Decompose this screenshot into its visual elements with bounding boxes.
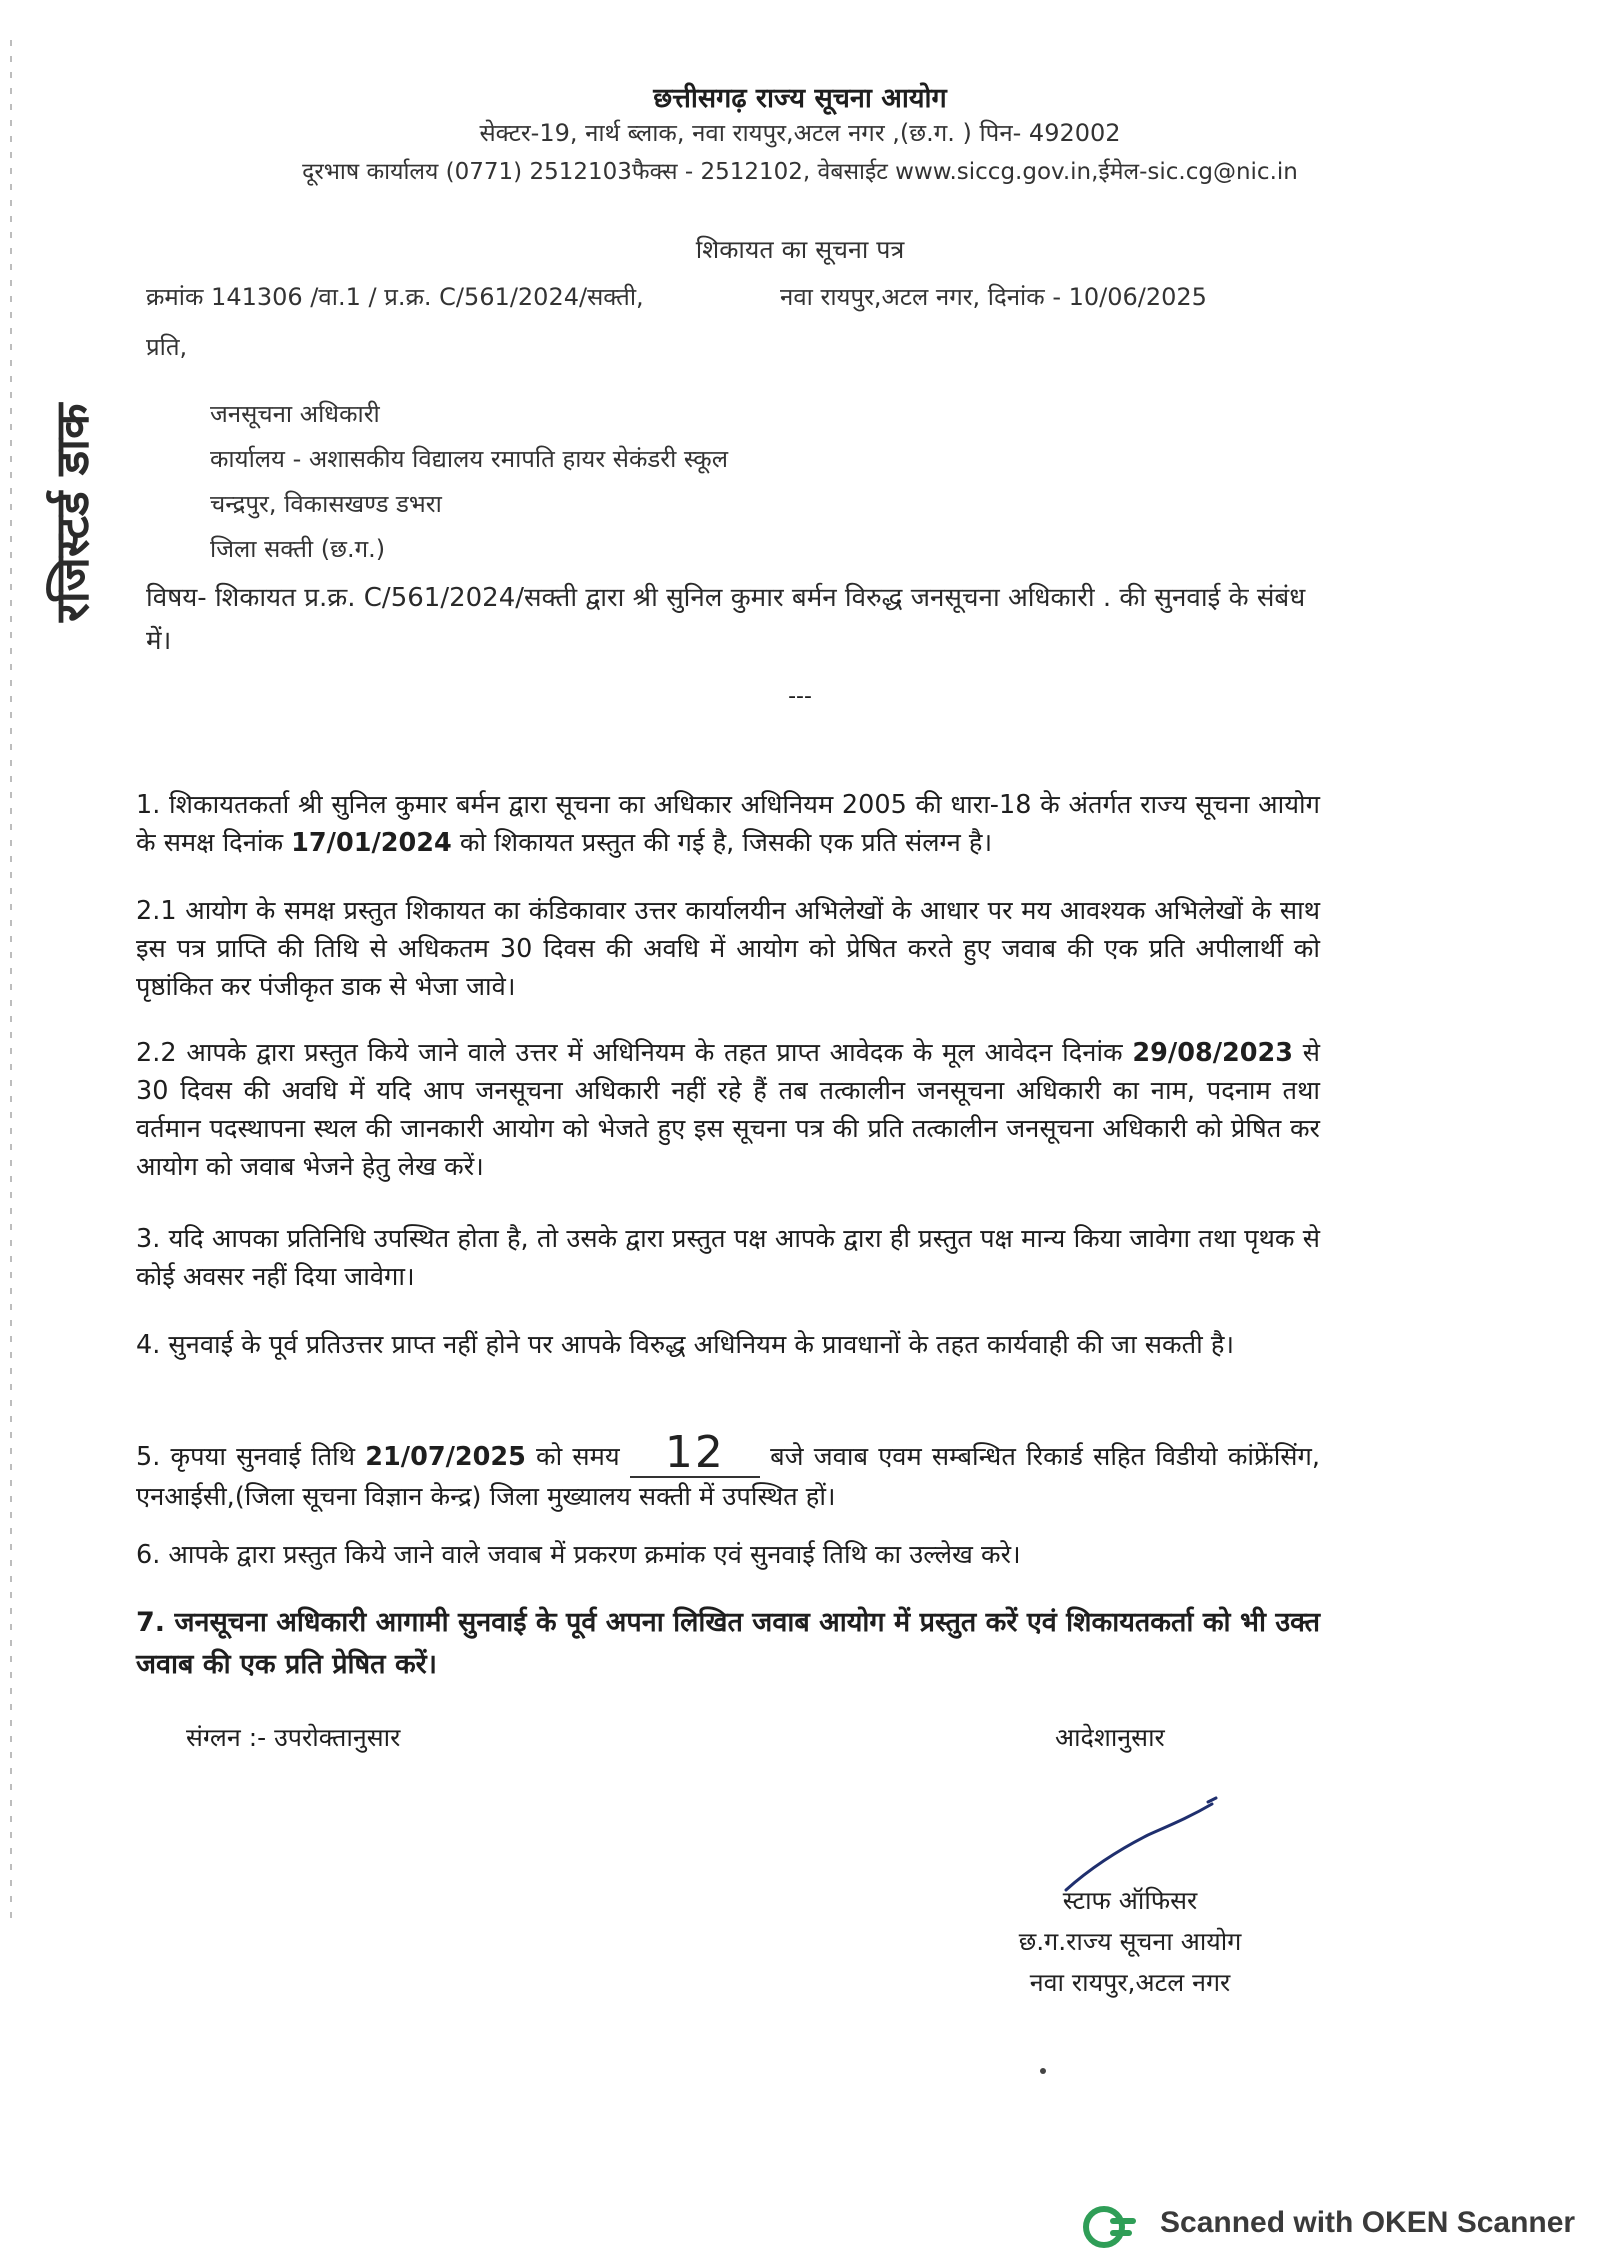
paragraph-6: 6. आपके द्वारा प्रस्तुत किये जाने वाले जवाब में प्रकरण क्रमांक एवं सुनवाई तिथि का उल्लेख करे। (136, 1540, 1021, 1570)
paragraph-text: बजे जवाब एवम सम्बन्धित रिकार्ड सहित विडीयो कांफ्रेंसिंग, एनआईसी,(जिला सूचना विज्ञान केन्द्र) जिला मुख्यालय सक्ती में उपस्थित हों। (136, 1442, 1320, 1512)
hearing-date: 21/07/2025 (365, 1442, 526, 1472)
reference-number: क्रमांक 141306 /वा.1 / प्र.क्र. C/561/2024/सक्ती, (146, 283, 644, 311)
paragraph-text: को शिकायत प्रस्तुत की गई है, जिसकी एक प्रति संलग्न है। (451, 828, 993, 858)
paragraph-1 (136, 786, 1320, 862)
place-date: नवा रायपुर,अटल नगर, दिनांक - 10/06/2025 (780, 283, 1207, 311)
document-title: शिकायत का सूचना पत्र (695, 235, 905, 264)
addressee-line: कार्यालय - अशासकीय विद्यालय रमापति हायर सेकंडरी स्कूल (210, 445, 728, 473)
paragraph-text: को समय (525, 1442, 630, 1472)
paragraph-5 (136, 1427, 1320, 1516)
addressee-line: जिला सक्ती (छ.ग.) (210, 535, 386, 563)
paragraph-4: 4. सुनवाई के पूर्व प्रतिउत्तर प्राप्त नहीं होने पर आपके विरुद्ध अधिनियम के प्रावधानों के तहत कार्यवाही की जा सकती है। (136, 1330, 1235, 1360)
addressee-line: जनसूचना अधिकारी (210, 400, 380, 428)
paragraph-text: 5. कृपया सुनवाई तिथि (136, 1442, 366, 1472)
registered-post-stamp (30, 360, 120, 630)
letterhead-address: सेक्टर-19, नार्थ ब्लाक, नवा रायपुर,अटल नगर ,(छ.ग. ) पिन- 492002 (479, 119, 1121, 147)
salutation: प्रति, (146, 333, 188, 361)
separator: --- (788, 684, 812, 709)
application-date: 29/08/2023 (1132, 1038, 1293, 1068)
paragraph-text: से 30 दिवस की अवधि में यदि आप जनसूचना अधिकारी नहीं रहे हैं तब तत्कालीन जनसूचना अधिकारी का नाम, पदनाम तथा वर्तमान पदस्थापना स्थल की जानकारी आयोग को भेजते हुए इस सूचना पत्र की प्रति तत्कालीन जनसूचना अधिकारी को प्रेषित कर आयोग को जवाब भेजने हेतु लेख करें। (136, 1038, 1321, 1182)
stamp-text: रजिस्टर्ड डाक (45, 403, 99, 622)
paragraph-3: 3. यदि आपका प्रतिनिधि उपस्थित होता है, तो उसके द्वारा प्रस्तुत पक्ष आपके द्वारा ही प्रस्तुत पक्ष मान्य किया जावेगा तथा पृथक से कोई अवसर नहीं दिया जावेगा। (136, 1224, 1320, 1292)
enclosure-note: संग्लन :- उपरोक्तानुसार (186, 1723, 401, 1752)
ink-dot (1040, 2068, 1046, 2074)
scanner-watermark: Scanned with OKEN Scanner (1160, 2206, 1576, 2239)
signatory-line: स्टाफ ऑफिसर (1062, 1886, 1198, 1915)
signatory-block (900, 1880, 1360, 2003)
paragraph-7: 7. जनसूचना अधिकारी आगामी सुनवाई के पूर्व अपना लिखित जवाब आयोग में प्रस्तुत करें एवं शिकायतकर्ता को भी उक्त जवाब की एक प्रति प्रेषित करें। (136, 1607, 1321, 1680)
letterhead-contact: दूरभाष कार्यालय (0771) 2512103फैक्स - 2512102, वेबसाईट www.siccg.gov.in,ईमेल-sic.cg@nic.in (302, 159, 1298, 185)
subject-line: विषय- शिकायत प्र.क्र. C/561/2024/सक्ती द्वारा श्री सुनिल कुमार बर्मन विरुद्ध जनसूचना अधिकारी . की सुनवाई के संबंध में। (146, 583, 1306, 656)
signatory-line: छ.ग.राज्य सूचना आयोग (1018, 1927, 1242, 1956)
paragraph-2-1: 2.1 आयोग के समक्ष प्रस्तुत शिकायत का कंडिकावार उत्तर कार्यालयीन अभिलेखों के आधार पर मय आवश्यक अभिलेखों के साथ इस पत्र प्राप्ति की तिथि से अधिकतम 30 दिवस की अवधि में आयोग को प्रेषित करते हुए जवाब की एक प्रति अपीलार्थी को पृष्ठांकित कर पंजीकृत डाक से भेजा जावे। (136, 896, 1320, 1002)
oken-scanner-logo-icon (1082, 2204, 1144, 2250)
complaint-date: 17/01/2024 (291, 828, 452, 858)
by-order: आदेशानुसार (1055, 1723, 1165, 1752)
addressee-block (210, 392, 728, 572)
addressee-line: चन्द्रपुर, विकासखण्ड डभरा (210, 490, 442, 518)
paragraph-text: 1. शिकायतकर्ता श्री सुनिल कुमार बर्मन द्वारा सूचना का अधिकार अधिनियम 2005 की धारा-18 के अंतर्गत राज्य सूचना आयोग के समक्ष दिनांक (136, 790, 1320, 858)
paragraph-text: 2.2 आपके द्वारा प्रस्तुत किये जाने वाले उत्तर में अधिनियम के तहत प्राप्त आवेदक के मूल आवेदन दिनांक (136, 1038, 1133, 1068)
signatory-line: नवा रायपुर,अटल नगर (1029, 1968, 1231, 1997)
paragraph-2-2 (136, 1034, 1320, 1186)
scan-edge-line (10, 40, 13, 1920)
time-blank (630, 1427, 760, 1478)
handwritten-time: 12 (664, 1427, 725, 1478)
letterhead-title: छत्तीसगढ़ राज्य सूचना आयोग (653, 83, 947, 114)
